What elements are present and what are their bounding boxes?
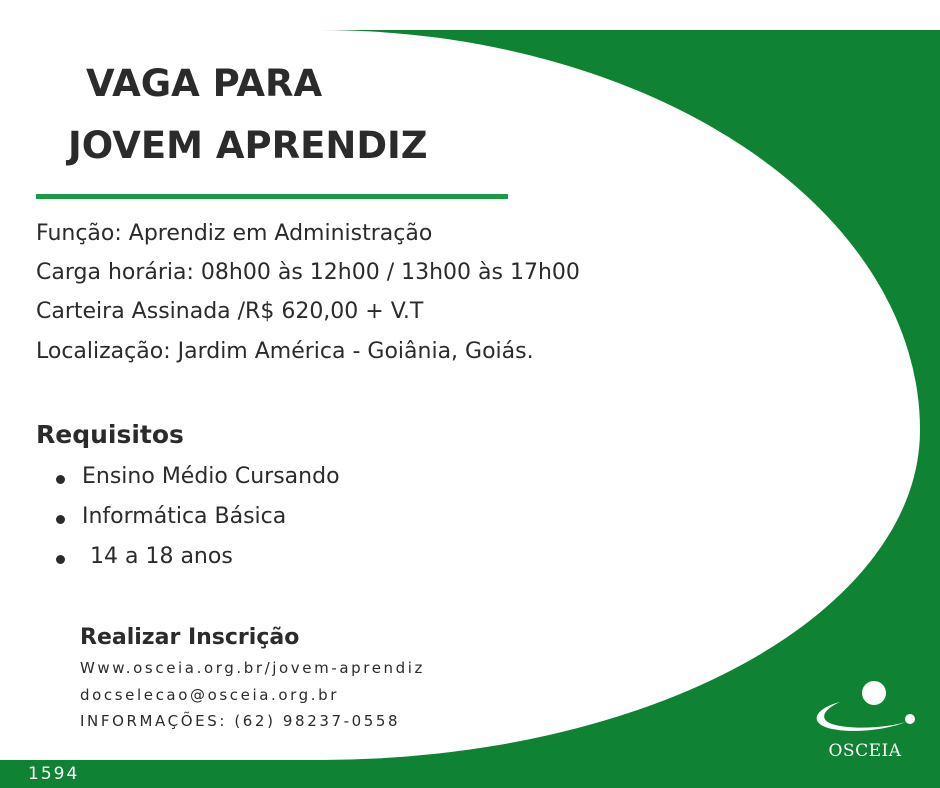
detail-function: Função: Aprendiz em Administração — [36, 221, 433, 246]
email-link[interactable]: docselecao@osceia.org.br — [80, 686, 340, 704]
detail-salary: Carteira Assinada /R$ 620,00 + V.T — [36, 299, 424, 324]
detail-hours: Carga horária: 08h00 às 12h00 / 13h00 às 17h00 — [36, 260, 580, 285]
logo-text: OSCEIA — [828, 741, 902, 761]
title-line-2: JOVEM APRENDIZ — [68, 124, 428, 167]
requirements-title: Requisitos — [36, 420, 184, 449]
requirement-text: Informática Básica — [82, 504, 287, 529]
title-line-1: VAGA PARA — [86, 62, 323, 105]
registration-title: Realizar Inscrição — [80, 625, 300, 650]
title-divider — [36, 194, 508, 199]
post-code: 1594 — [28, 764, 80, 784]
requirement-text: Ensino Médio Cursando — [82, 464, 340, 489]
website-link[interactable]: Www.osceia.org.br/jovem-aprendiz — [80, 659, 425, 677]
detail-location: Localização: Jardim América - Goiânia, Goiás. — [36, 339, 534, 364]
osceia-logo-icon — [806, 678, 924, 742]
top-white-strip — [0, 0, 940, 30]
bullet-icon — [56, 555, 65, 564]
requirement-text: 14 a 18 anos — [90, 544, 233, 569]
osceia-logo — [806, 678, 924, 768]
bullet-icon — [56, 475, 65, 484]
phone-info: INFORMAÇÕES: (62) 98237-0558 — [80, 712, 401, 730]
bullet-icon — [56, 515, 65, 524]
